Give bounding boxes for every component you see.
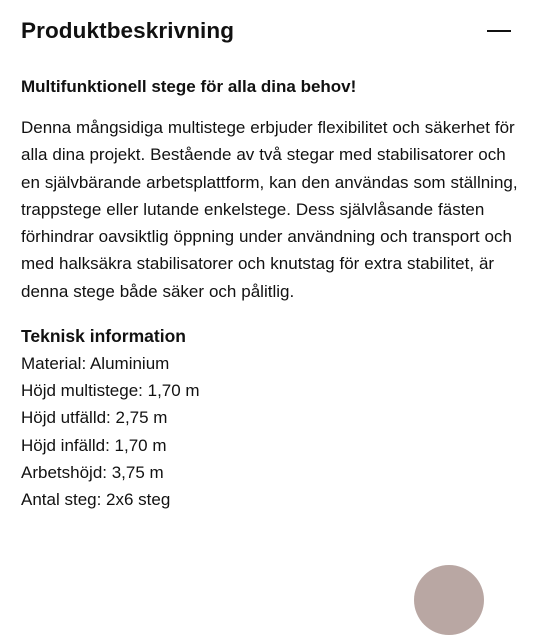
accordion-content [21,74,521,513]
spec-item-steps: Antal steg: 2x6 steg [21,490,171,510]
spec-item-material: Material: Aluminium [21,354,170,374]
description-lead: Multifunktionell stege för alla dina behov! [21,77,357,96]
spec-item-height: Höjd multistege: 1,70 m [21,381,200,401]
floating-action-button[interactable] [414,565,484,635]
accordion-header[interactable] [21,14,515,48]
section-title: Produktbeskrivning [21,18,235,43]
tech-info-heading: Teknisk information [21,326,186,347]
minus-icon [487,30,511,32]
spec-item-working-height: Arbetshöjd: 3,75 m [21,462,164,482]
spec-list [21,350,521,513]
description-text: Denna mångsidiga multistege erbjuder flexibilitet och säkerhet för alla dina projekt. Bestående av två stegar med stabilisatorer och en självbärande arbetsplattform, kan den användas som ställning, trappstege eller lutande enkelstege. Dess självlåsande fästen förhindrar oavsiktlig öppning under användning och transport och med halksäkra stabilisatorer och knutstag för extra stabilitet, är denna stege både säker och pålitlig. [21,118,518,301]
spec-item-height-extended: Höjd utfälld: 2,75 m [21,408,168,428]
spec-item-height-folded: Höjd infälld: 1,70 m [21,435,167,455]
collapse-button[interactable] [486,18,512,44]
